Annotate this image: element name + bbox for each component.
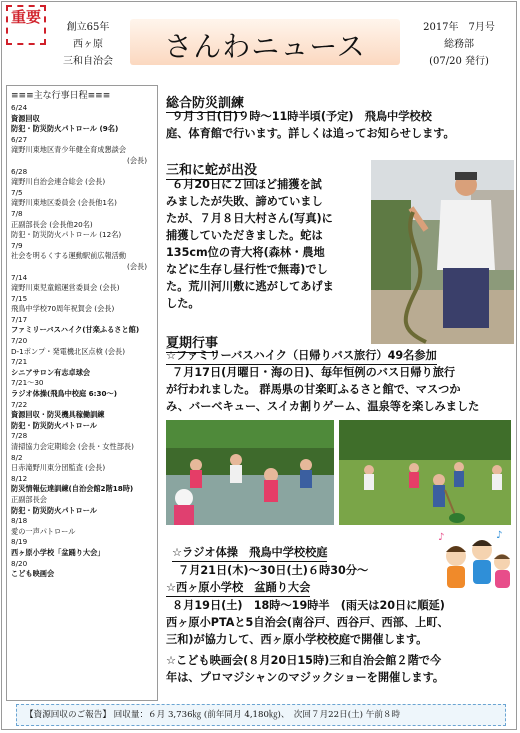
org-info bbox=[52, 19, 124, 70]
schedule-row: 清掃協力会定期総会 (会長・女性部長) bbox=[11, 442, 134, 451]
schedule-row: 8/20 bbox=[11, 558, 28, 568]
schedule-row: 日赤滝野川東分団監査 (会長) bbox=[11, 463, 106, 473]
schedule-row: 7/20 bbox=[11, 336, 28, 346]
issue-meta bbox=[404, 19, 514, 70]
schedule-row: 滝野川東児童館運営委員会 (会長) bbox=[11, 283, 120, 293]
radio-line: ７月21日(木)～30日(土)６時30分～ bbox=[178, 564, 369, 577]
schedule-row: 7/8 bbox=[11, 208, 23, 218]
schedule-row: 滝野川東地区青少年健全育成懇談会 bbox=[11, 145, 127, 155]
schedule-sidebar bbox=[6, 85, 158, 701]
snake-line: ６月20日に２回ほど捕獲を試 bbox=[172, 178, 322, 191]
schedule-row: 正副部長会 bbox=[11, 494, 47, 504]
schedule-row: シニアサロン有志卓球会 bbox=[11, 367, 91, 377]
schedule-row: 7/17 bbox=[11, 314, 28, 324]
schedule-row: 7/5 bbox=[11, 187, 23, 197]
schedule-row: 防犯・防災防火パトロール bbox=[11, 505, 97, 515]
movie-line-1: ☆こども映画会(８月20日15時)三和自治会館２階で今 bbox=[166, 654, 442, 667]
issue-dept: 総務部 bbox=[444, 39, 474, 50]
schedule-row: 8/2 bbox=[11, 452, 23, 462]
bon-line-1: ８月19日(土) 18時～19時半 (雨天は20日に順延) bbox=[172, 599, 445, 612]
schedule-row: 滝野川自治会連合総会 (会長) bbox=[11, 177, 106, 187]
schedule-row: 7/28 bbox=[11, 431, 28, 441]
schedule-row: 防犯・防災防火パトロール (9名) bbox=[11, 124, 119, 134]
bon-title: ☆西ヶ原小学校 盆踊り大会 bbox=[166, 580, 310, 597]
watermelon-game-photo bbox=[339, 420, 511, 525]
schedule-row: 西ヶ原小学校「盆踊り大会」 bbox=[11, 547, 105, 557]
schedule-row: D-1ポンプ・発電機北区点検 (会長) bbox=[11, 346, 126, 356]
drill-heading: 総合防災訓練 bbox=[166, 92, 244, 113]
schedule-row: 滝野川東地区委員会 (会長他1名) bbox=[11, 198, 117, 208]
schedule-row: 飛鳥中学校70周年祝賀会 (会長) bbox=[11, 304, 115, 314]
schedule-row: 7/9 bbox=[11, 240, 23, 250]
newsletter-title: さんわニュース bbox=[164, 30, 366, 63]
schedule-row: 資源回収・防災機具稼働訓練 bbox=[11, 410, 105, 420]
schedule-row: 6/27 bbox=[11, 134, 28, 144]
schedule-row: 8/12 bbox=[11, 473, 28, 483]
summer-heading: 夏期行事 bbox=[166, 332, 218, 353]
important-stamp: 重要 bbox=[6, 5, 46, 45]
svg-text:♪: ♪ bbox=[496, 530, 503, 541]
title-banner bbox=[130, 19, 400, 65]
schedule-row: 6/28 bbox=[11, 166, 28, 176]
schedule-title: ≡≡≡主な行事日程≡≡≡ bbox=[11, 91, 111, 101]
schedule-row: 8/19 bbox=[11, 537, 28, 547]
schedule-row: 資源回収 bbox=[11, 113, 40, 123]
schedule-row: 7/22 bbox=[11, 399, 28, 409]
svg-text:♪: ♪ bbox=[438, 532, 445, 543]
schedule-row: 愛の一声パトロール bbox=[11, 526, 76, 536]
org-area: 西ヶ原 bbox=[73, 39, 103, 50]
schedule-row: 8/18 bbox=[11, 516, 28, 526]
snake-line: たが、７月８日大村さん(写真)に bbox=[166, 212, 333, 225]
issue-published: (07/20 発行) bbox=[429, 56, 489, 67]
fish-catching-illustration bbox=[166, 420, 334, 525]
radio-title: ☆ラジオ体操 飛鳥中学校校庭 bbox=[172, 545, 327, 562]
bus-line-3: み、バーベキュー、スイカ割りゲーム、温泉等を楽しみました bbox=[166, 400, 480, 413]
snake-photo bbox=[371, 160, 514, 344]
watermelon-game-illustration bbox=[339, 420, 511, 525]
bon-line-2: 西ヶ原小PTAと5自治会(南谷戸、西谷戸、西部、上町、 bbox=[166, 616, 449, 629]
snake-line: した。 bbox=[166, 297, 200, 310]
schedule-row: (会長) bbox=[127, 261, 147, 271]
schedule-row: ラジオ体操(飛鳥中校庭 6:30～) bbox=[11, 389, 118, 399]
snake-line: みましたが失敗、諦めていまし bbox=[166, 195, 323, 208]
fish-catching-photo bbox=[166, 420, 334, 525]
schedule-row: 正副部長会 (会長他20名) bbox=[11, 219, 93, 229]
recycling-report: 【資源回収のご報告】 回収量：６月 3,736㎏ (前年同月 4,180㎏)、 次回７月22日(土) 午前８時 bbox=[16, 704, 506, 726]
bon-line-3: 三和)が協力して、西ヶ原小学校校庭で開催します。 bbox=[166, 633, 428, 646]
schedule-row: 6/24 bbox=[11, 103, 28, 112]
bus-line-2: が行われました。 群馬県の甘楽町ふるさと館で、マスつか bbox=[166, 383, 461, 396]
schedule-row: 防災情報伝達訓練(自治会館2階18時) bbox=[11, 484, 134, 494]
bus-title: ☆ファミリーバスハイク（日帰りバス旅行）49名参加 bbox=[166, 348, 437, 365]
snake-line: 捕獲していただきました。蛇は bbox=[166, 229, 323, 242]
snake-line: などに生存し昼行性で無毒)でし bbox=[166, 263, 328, 276]
schedule-row: 7/21 bbox=[11, 357, 28, 367]
kids-illustration bbox=[434, 528, 514, 596]
kids-clipart bbox=[434, 528, 514, 596]
schedule-row: 7/14 bbox=[11, 272, 28, 282]
snake-line: た。荒川河川敷に逃がしてあげま bbox=[166, 280, 334, 293]
snake-heading: 三和に蛇が出没 bbox=[166, 159, 257, 180]
schedule-list bbox=[11, 103, 153, 580]
snake-photo-illustration bbox=[371, 160, 514, 344]
schedule-row: 防犯・防災防火パトロール bbox=[11, 420, 97, 430]
drill-line-1: ９月３日(日)９時～11時半頃(予定) 飛鳥中学校校 bbox=[172, 110, 432, 123]
schedule-row: こども映画会 bbox=[11, 569, 55, 579]
schedule-row: 社会を明るくする運動駅前広報活動 bbox=[11, 251, 127, 261]
bus-line-1: ７月17日(月曜日・海の日)、毎年恒例のバス日帰り旅行 bbox=[172, 366, 456, 379]
snake-line: 135cm位の青大将(森林・農地 bbox=[166, 246, 325, 259]
schedule-row: ファミリーバスハイク(甘楽ふるさと館) bbox=[11, 325, 140, 335]
schedule-row: 7/15 bbox=[11, 293, 28, 303]
movie-line-2: 年は、プロマジシャンのマジックショーを開催します。 bbox=[166, 671, 445, 684]
drill-line-2: 庭、体育館で行います。詳しくは追ってお知らせします。 bbox=[166, 127, 455, 140]
org-name: 三和自治会 bbox=[63, 56, 113, 67]
issue-date: 2017年 7月号 bbox=[423, 22, 495, 33]
schedule-row: (会長) bbox=[127, 155, 147, 165]
schedule-row: 7/21～30 bbox=[11, 378, 44, 388]
org-founded: 創立65年 bbox=[66, 22, 110, 33]
schedule-row: 防犯・防災防火パトロール (12名) bbox=[11, 230, 122, 240]
